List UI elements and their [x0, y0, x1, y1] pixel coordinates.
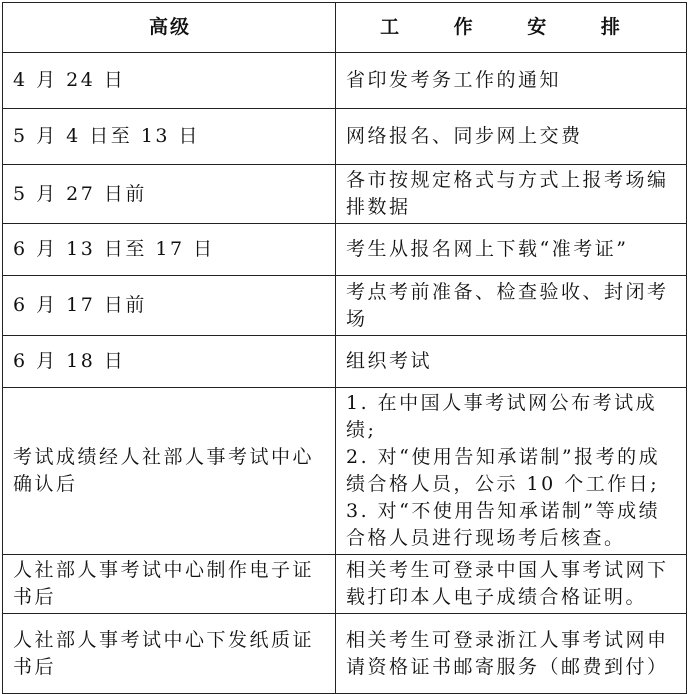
- table-row: [3, 336, 687, 388]
- row-task: 组织考试: [336, 336, 687, 388]
- table-row: [3, 276, 687, 336]
- header-level: 高级: [3, 3, 336, 53]
- table-row: [3, 109, 687, 165]
- row-task: 省印发考务工作的通知: [336, 53, 687, 109]
- row-date: 6 月 18 日: [3, 336, 336, 388]
- row-task: 相关考生可登录中国人事考试网下载打印本人电子成绩合格证明。: [336, 555, 687, 614]
- row-task: 网络报名、同步网上交费: [336, 109, 687, 165]
- table-row: [3, 555, 687, 614]
- task-line-1: 1. 在中国人事考试网公布考试成绩;: [346, 392, 658, 441]
- table-row: [3, 53, 687, 109]
- row-task: 相关考生可登录浙江人事考试网申请资格证书邮寄服务（邮费到付）: [336, 614, 687, 694]
- task-line-2: 2. 对“使用告知承诺制”报考的成绩合格人员，公示 10 个工作日;: [346, 446, 661, 495]
- row-task: 各市按规定格式与方式上报考场编排数据: [336, 165, 687, 224]
- row-date: 考试成绩经人社部人事考试中心确认后: [3, 388, 336, 555]
- table-row: [3, 388, 687, 555]
- task-line-3: 3. 对“不使用告知承诺制”等成绩合格人员进行现场考后核查。: [346, 500, 661, 549]
- row-task: 考生从报名网上下载“准考证”: [336, 224, 687, 276]
- row-date: 6 月 13 日至 17 日: [3, 224, 336, 276]
- schedule-table: [2, 2, 687, 694]
- row-date: 4 月 24 日: [3, 53, 336, 109]
- row-task: [336, 388, 687, 555]
- header-arrangement: 工 作 安 排: [336, 3, 687, 53]
- header-row: [3, 3, 687, 53]
- row-date: 人社部人事考试中心下发纸质证书后: [3, 614, 336, 694]
- row-date: 6 月 17 日前: [3, 276, 336, 336]
- row-date: 5 月 27 日前: [3, 165, 336, 224]
- row-task: 考点考前准备、检查验收、封闭考场: [336, 276, 687, 336]
- row-date: 人社部人事考试中心制作电子证书后: [3, 555, 336, 614]
- row-date: 5 月 4 日至 13 日: [3, 109, 336, 165]
- table-row: [3, 165, 687, 224]
- table-row: [3, 224, 687, 276]
- table-row: [3, 614, 687, 694]
